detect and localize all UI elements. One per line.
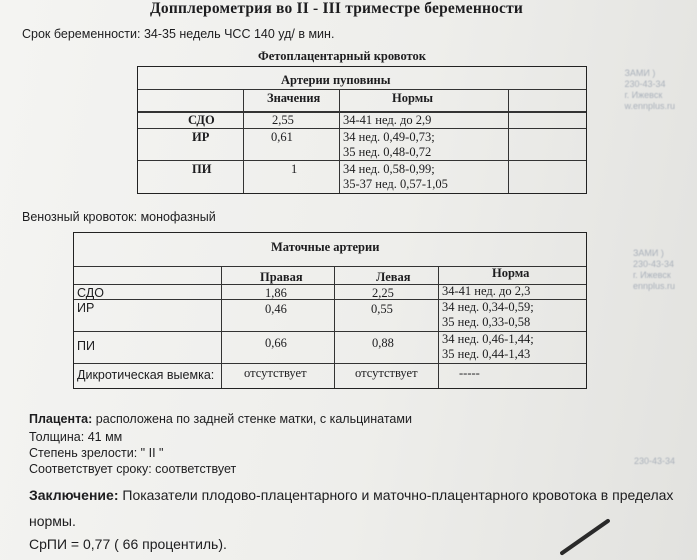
fetoplacental-table: [137, 66, 587, 194]
uterine-caption: Маточные артерии: [271, 240, 380, 254]
conclusion-label: Заключение:: [29, 487, 119, 503]
table-row-label: СДО: [77, 286, 104, 300]
page-title: Допплерометрия во II - III триместре беременности: [150, 0, 524, 17]
conclusion-text-3: СрПИ = 0,77 ( 66 процентиль).: [29, 536, 227, 552]
table-cell-norm: 34 нед. 0,49-0,73;: [343, 130, 435, 144]
table-cell-norm: 35 нед. 0,44-1,43: [442, 347, 531, 361]
placenta-label: Плацента:: [29, 412, 93, 426]
table-cell-norm: 34 нед. 0,46-1,44;: [442, 332, 534, 346]
clinic-stamp: 230-43-34: [633, 456, 675, 466]
table-cell-norm: 34-41 нед. до 2,3: [442, 284, 531, 298]
placenta-term: Соответствует сроку: соответствует: [29, 462, 237, 476]
header-left: Левая: [376, 270, 411, 284]
table-cell-norm: 35-37 нед. 0,57-1,05: [343, 177, 448, 191]
table-cell-left: 2,25: [372, 286, 394, 300]
table-cell-norm: 35 нед. 0,48-0,72: [343, 145, 432, 159]
header-right: Правая: [260, 270, 303, 284]
clinic-stamp: ЗАМИ ) 230-43-34 г. Ижевск w.ennplus.ru: [624, 68, 675, 111]
table-cell-right: 1,86: [265, 286, 287, 300]
table-cell-left: 0,88: [372, 336, 394, 350]
table-row-label: СДО: [188, 113, 215, 127]
header-values: Значения: [267, 91, 321, 105]
header-norms: Нормы: [392, 91, 434, 105]
table-cell-value: 2,55: [272, 113, 294, 127]
placenta-location: расположена по задней стенке матки, с кальцинатами: [95, 412, 412, 426]
table-cell-value: 0,61: [271, 130, 293, 144]
table-cell-norm: -----: [459, 366, 480, 380]
umbilical-arteries-subcaption: Артерии пуповины: [281, 73, 391, 87]
table-cell-left: 0,55: [371, 302, 393, 316]
table-cell-left: отсутствует: [355, 366, 418, 380]
table-row-label: Дикротическая выемка:: [77, 368, 215, 382]
table-cell-norm: 34 нед. 0,58-0,99;: [343, 162, 435, 176]
uterine-arteries-table: [73, 232, 587, 389]
table-cell-norm: 35 нед. 0,33-0,58: [442, 315, 531, 329]
fetoplacental-caption: Фетоплацентарный кровоток: [258, 49, 426, 63]
table-row-label: ИР: [192, 130, 210, 144]
conclusion-line: [29, 487, 673, 503]
venous-flow-line: Венозный кровоток: монофазный: [22, 210, 216, 224]
header-norm: Норма: [492, 266, 530, 280]
placenta-line: [29, 412, 412, 426]
table-cell-right: 0,46: [265, 302, 287, 316]
clinic-stamp: ЗАМИ ) 230-43-34 г. Ижевск ennplus.ru: [632, 248, 675, 291]
table-cell-right: 0,66: [265, 336, 287, 350]
table-row-label: ПИ: [77, 339, 95, 353]
table-row-label: ПИ: [192, 162, 212, 176]
placenta-maturity: Степень зрелости: " II ": [29, 446, 164, 460]
table-row-label: ИР: [77, 301, 95, 315]
conclusion-text: Показатели плодово-плацентарного и маточно-плацентарного кровотока в пределах: [122, 487, 674, 503]
table-cell-norm: 34 нед. 0,34-0,59;: [442, 300, 534, 314]
gestation-line: Срок беременности: 34-35 недель ЧСС 140 уд/ в мин.: [22, 27, 335, 41]
placenta-thickness: Толщина: 41 мм: [29, 430, 123, 444]
table-cell-value: 1: [291, 162, 298, 176]
pen-decoration: [559, 518, 610, 556]
table-cell-norm: 34-41 нед. до 2,9: [343, 113, 432, 127]
conclusion-text-2: нормы.: [29, 513, 76, 529]
table-cell-right: отсутствует: [244, 366, 307, 380]
